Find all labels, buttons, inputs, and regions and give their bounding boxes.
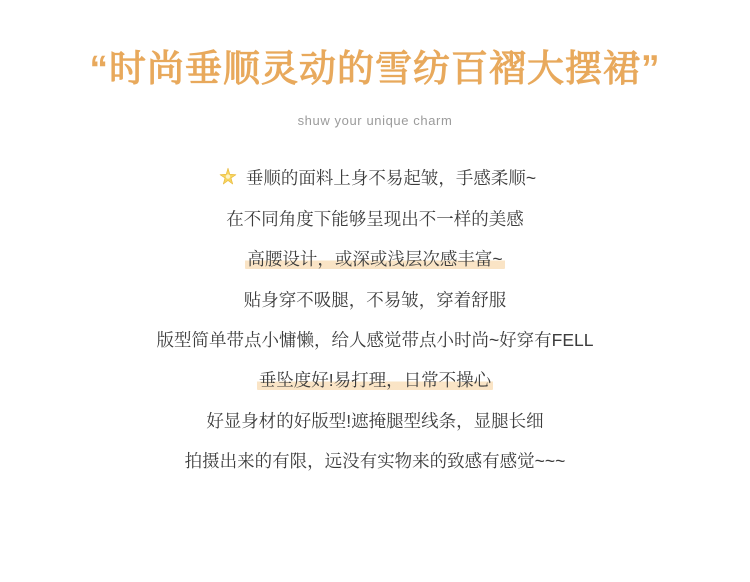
description-line-text: 好显身材的好版型!遮掩腿型线条，显腿长细 — [206, 410, 544, 431]
description-line-text: 拍摄出来的有限，远没有实物来的致感有感觉~~~ — [184, 451, 566, 472]
description-line — [226, 207, 524, 232]
page-subtitle: shuw your unique charm — [297, 113, 453, 129]
description-line-text: 在不同角度下能够呈现出不一样的美感 — [226, 208, 524, 229]
description-line-text: 贴身穿不吸腿，不易皱，穿着舒服 — [243, 289, 507, 310]
description-line-text-highlighted: 高腰设计，或深或浅层次感丰富~ — [247, 249, 503, 270]
description-line — [206, 409, 543, 434]
description-line-text: 垂顺的面料上身不易起皱，手感柔顺~ — [245, 168, 537, 189]
page-title: “时尚垂顺灵动的雪纺百褶大摆裙” — [89, 48, 661, 89]
description-line — [245, 247, 504, 272]
description-block — [0, 166, 750, 489]
description-line — [156, 328, 593, 353]
sparkle-star-icon — [218, 167, 238, 187]
description-line — [257, 368, 493, 393]
description-line — [214, 166, 536, 191]
description-line-text: 版型简单带点小慵懒，给人感觉带点小时尚~好穿有FELL — [156, 329, 594, 350]
description-line-text-highlighted: 垂坠度好!易打理，日常不操心 — [258, 370, 492, 391]
description-line — [185, 449, 566, 474]
description-line — [244, 288, 507, 313]
